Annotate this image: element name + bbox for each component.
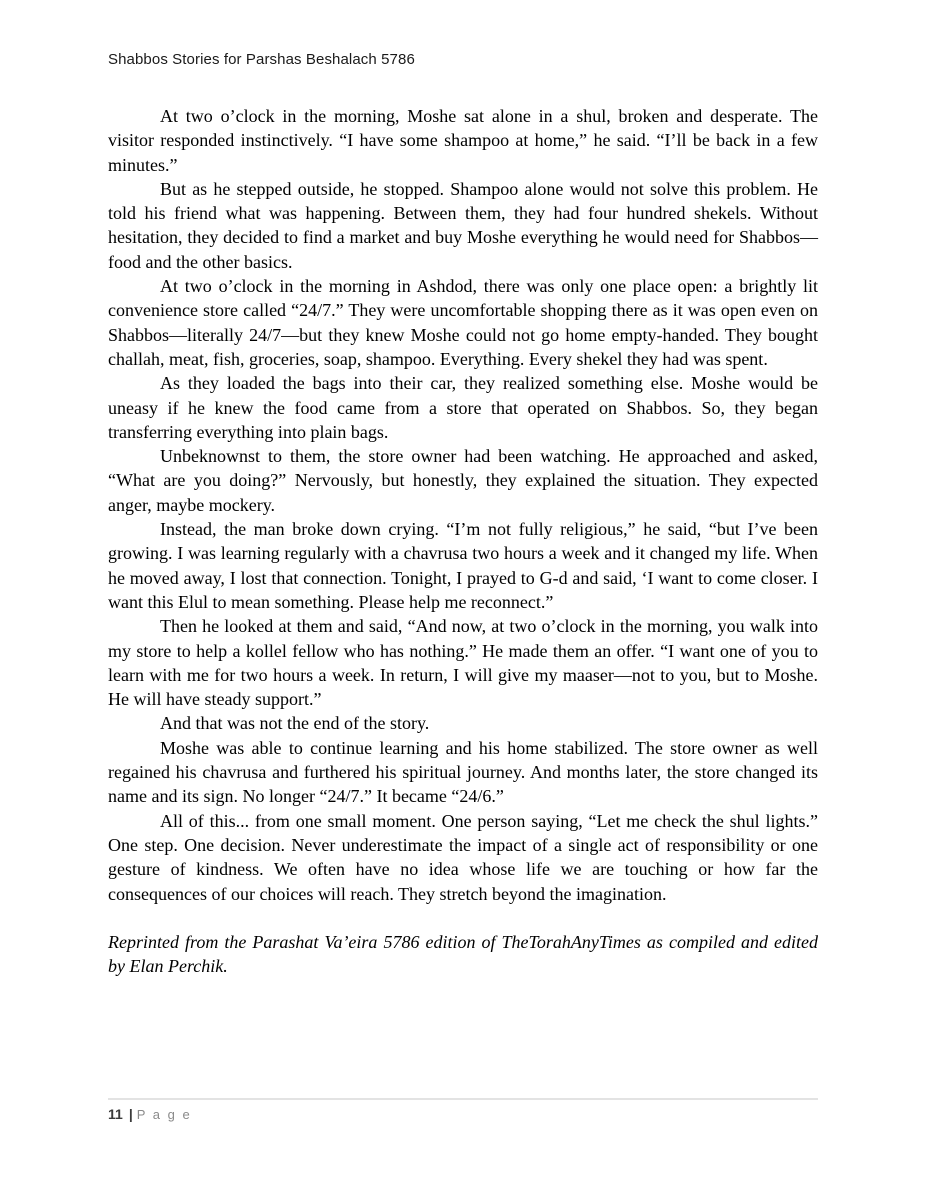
body-paragraph: But as he stepped outside, he stopped. Shampoo alone would not solve this problem. He told his friend what was happening. Between them, they had four hundred shekels. Without hesitation, they decided to find a market and buy Moshe everything he would need for Shabbos—food and the other basics.: [108, 178, 818, 272]
body-paragraph: Then he looked at them and said, “And now, at two o’clock in the morning, you walk into my store to help a kollel fellow who has nothing.” He made them an offer. “I want one of you to learn with me for two hours a week. In return, I will give my maaser—not to you, but to Moshe. He will have steady support.”: [108, 616, 818, 710]
body-paragraph: All of this... from one small moment. One person saying, “Let me check the shul lights.” One step. One decision. Never underestimate the impact of a single act of responsibility or one gesture of kindness. We often have no idea whose life we are touching or how far the consequences of our choices will reach. They stretch beyond the imagination.: [108, 810, 818, 904]
attribution-line: Reprinted from the Parashat Va’eira 5786 edition of TheTorahAnyTimes as compiled and edited by Elan Perchik.: [108, 932, 818, 977]
page-number: 11: [108, 1106, 123, 1122]
body-paragraph: As they loaded the bags into their car, they realized something else. Moshe would be uneasy if he knew the food came from a store that operated on Shabbos. So, they began transferring everything into plain bags.: [108, 373, 818, 442]
page-footer: [108, 1098, 818, 1122]
paragraph-list: [108, 104, 818, 906]
body-paragraph: At two o’clock in the morning, Moshe sat alone in a shul, broken and desperate. The visitor responded instinctively. “I have some shampoo at home,” he said. “I’ll be back in a few minutes.”: [108, 106, 818, 175]
body-paragraph: And that was not the end of the story.: [160, 713, 430, 734]
body-paragraph: Instead, the man broke down crying. “I’m not fully religious,” he said, “but I’ve been growing. I was learning regularly with a chavrusa two hours a week and it changed my life. When he moved away, I lost that connection. Tonight, I prayed to G-d and said, ‘I want to come closer. I want this Elul to mean something. Please help me reconnect.”: [108, 519, 818, 612]
body-paragraph: Unbeknownst to them, the store owner had been watching. He approached and asked, “What are you doing?” Nervously, but honestly, they explained the situation. They expected anger, maybe mockery.: [108, 446, 818, 515]
page-label: P a g e: [136, 1107, 192, 1122]
page-header-title: Shabbos Stories for Parshas Beshalach 5786: [108, 51, 415, 68]
story-body: [108, 104, 818, 979]
body-paragraph: At two o’clock in the morning in Ashdod, there was only one place open: a brightly lit convenience store called “24/7.” They were uncomfortable shopping there as it was open even on Shabbos—literally 24/7—but they knew Moshe could not go home empty-handed. They bought challah, meat, fish, groceries, soap, shampoo. Everything. Every shekel they had was spent.: [108, 276, 818, 369]
body-paragraph: Moshe was able to continue learning and his home stabilized. The store owner as well regained his chavrusa and furthered his spiritual journey. And months later, the store changed its name and its sign. No longer “24/7.” It became “24/6.”: [108, 737, 818, 807]
footer-separator: |: [128, 1106, 133, 1122]
